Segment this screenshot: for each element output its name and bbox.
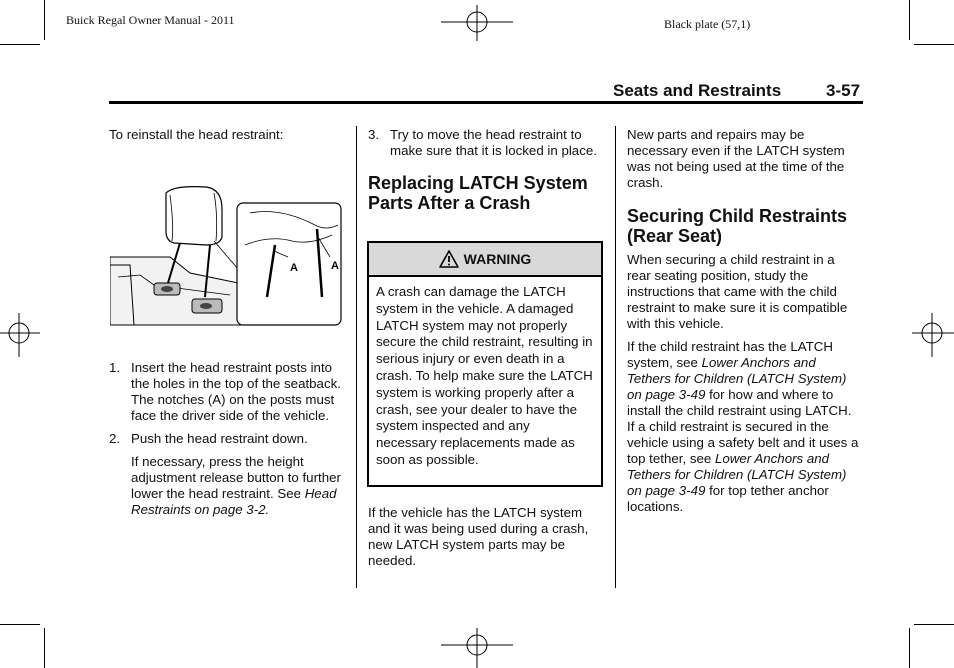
registration-mark-right xyxy=(912,313,954,357)
cross-reference-link[interactable]: Lower Anchors and Tethers for Children (LATCH System) on page 3-49 xyxy=(627,451,847,498)
warning-label: WARNING xyxy=(463,251,532,267)
body-text: If the vehicle has the LATCH system and it was being used during a crash, new LATCH system parts may be needed. xyxy=(368,505,589,568)
column-1 xyxy=(109,127,341,143)
manual-title: Buick Regal Owner Manual - 2011 xyxy=(66,13,235,27)
step-text: Try to move the head restraint to make sure that it is locked in place. xyxy=(390,127,597,158)
crop-mark xyxy=(909,628,910,668)
warning-icon xyxy=(439,250,459,268)
intro-text: To reinstall the head restraint: xyxy=(109,127,284,142)
list-item-continuation xyxy=(109,454,341,518)
cross-reference-link[interactable]: Head Restraints on page 3-2. xyxy=(131,486,337,517)
registration-mark-bottom xyxy=(441,628,513,668)
callout-label-a: A xyxy=(290,262,298,274)
crop-mark xyxy=(909,0,910,40)
column-3 xyxy=(627,127,859,515)
crop-mark xyxy=(0,624,40,625)
crop-mark xyxy=(0,44,40,45)
column-divider xyxy=(356,126,357,588)
header-rule xyxy=(109,101,863,104)
list-item xyxy=(109,360,341,424)
text-run: for how and where to install the child restraint using LATCH. If a child restraint is secured in the vehicle using a safety belt and it uses a top tether, see xyxy=(627,387,859,466)
warning-text: A crash can damage the LATCH system in the vehicle. A damaged LATCH system may not properly secure the child restraint, resulting in serious injury or even death in a crash. To help make sure the LATCH system is working properly after a crash, see your dealer to have the system inspected and any necessary replacements made as soon as possible. xyxy=(376,284,593,467)
step-text: Insert the head restraint posts into the holes in the top of the seatback. The notches (A) on the posts must face the driver side of the vehicle. xyxy=(131,360,341,423)
step-text: Push the head restraint down. xyxy=(131,431,308,446)
callout-label-a: A xyxy=(331,260,339,272)
crop-mark xyxy=(44,628,45,668)
registration-mark-left xyxy=(0,313,40,357)
column-2-after xyxy=(368,505,604,569)
crop-mark xyxy=(44,0,45,40)
list-item xyxy=(368,127,604,159)
body-text: New parts and repairs may be necessary even if the LATCH system was not being used at the time of the crash. xyxy=(627,127,845,190)
section-heading: Replacing LATCH System Parts After a Crash xyxy=(368,173,588,213)
text-run: for top tether anchor locations. xyxy=(627,483,829,514)
list-item xyxy=(109,431,341,447)
cross-reference-link[interactable]: Lower Anchors and Tethers for Children (LATCH System) on page 3-49 xyxy=(627,355,847,402)
head-restraint-illustration xyxy=(110,185,346,327)
text-run: If the child restraint has the LATCH system, see xyxy=(627,339,833,370)
page-number: 3-57 xyxy=(826,81,861,100)
column-divider xyxy=(615,126,616,588)
column-2 xyxy=(368,127,604,213)
body-text xyxy=(627,339,859,515)
warning-header xyxy=(369,243,601,277)
step-number: 3. xyxy=(368,127,380,142)
column-1-steps xyxy=(109,360,341,518)
step-number: 1. xyxy=(109,360,121,375)
body-text: When securing a child restraint in a rear seating position, study the instructions that came with the child restraint to make sure it is compatible with this vehicle. xyxy=(627,252,848,331)
crop-mark xyxy=(914,44,954,45)
crop-mark xyxy=(914,624,954,625)
step-number: 2. xyxy=(109,431,121,446)
section-title: Seats and Restraints xyxy=(613,81,782,100)
registration-mark-top xyxy=(441,5,513,41)
section-heading: Securing Child Restraints (Rear Seat) xyxy=(627,206,848,246)
step-text: If necessary, press the height adjustment release button to further lower the head restraint. See xyxy=(131,454,341,501)
plate-label: Black plate (57,1) xyxy=(664,17,751,31)
warning-box xyxy=(367,241,603,487)
